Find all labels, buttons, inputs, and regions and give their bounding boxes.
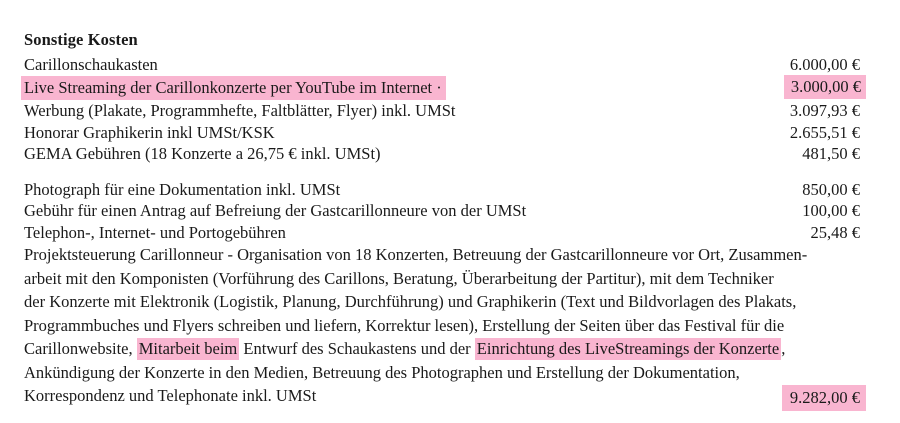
paragraph-line [24, 290, 797, 314]
text-segment: Carillonwebsite, [24, 339, 137, 358]
cost-item-label: Honorar Graphikerin inkl UMSt/KSK [24, 122, 275, 142]
highlighted-text-segment: Mitarbeit beim [138, 339, 238, 358]
cost-item-amount: 3.000,00 € [784, 75, 866, 100]
table-row [22, 122, 878, 144]
project-management-paragraph [22, 243, 808, 408]
cost-item-amount: 2.655,51 € [789, 122, 860, 142]
paragraph-line [24, 267, 784, 291]
cost-item-amount: 850,00 € [802, 179, 860, 199]
cost-item-amount: 25,48 € [810, 222, 860, 242]
cost-item-label: GEMA Gebühren (18 Konzerte a 26,75 € inkl. UMSt) [24, 144, 381, 163]
table-row [22, 100, 878, 122]
paragraph-line [24, 314, 784, 338]
text-segment: Entwurf des Schaukastens und der [239, 339, 475, 358]
text-segment: Korrespondenz und Telephonate inkl. UMSt [24, 386, 317, 405]
paragraph-line [24, 384, 784, 408]
table-row [22, 76, 878, 101]
text-segment: Ankündigung der Konzerte in den Medien, Betreuung des Photographen und Erstellung der Dokumentation, [24, 362, 740, 382]
cost-item-amount: 481,50 € [802, 144, 860, 163]
paragraph-line [24, 361, 784, 385]
cost-item-label: Telephon-, Internet- und Portogebühren [24, 222, 286, 242]
paragraph-line [24, 243, 808, 267]
section-divider [22, 165, 878, 179]
table-row [22, 143, 878, 165]
table-row [22, 54, 878, 76]
cost-item-label: Carillonschaukasten [24, 55, 158, 74]
table-row [22, 200, 878, 222]
cost-list-secondary [22, 179, 878, 244]
highlighted-text-segment: Einrichtung des LiveStreamings der Konzerte [476, 339, 780, 358]
cost-item-label: Live Streaming der Carillonkonzerte per YouTube im Internet · [21, 76, 446, 101]
cost-item-label: Photograph für eine Dokumentation inkl. UMSt [24, 179, 341, 199]
cost-list-primary [22, 54, 878, 165]
cost-item-amount: 6.000,00 € [789, 55, 860, 74]
cost-item-amount: 3.097,93 € [789, 101, 860, 120]
text-segment: Programmbuches und Flyers schreiben und liefern, Korrektur lesen), Erstellung der Seiten über das Festival für die [24, 315, 785, 335]
table-row [22, 222, 878, 244]
cost-item-amount: 100,00 € [802, 201, 860, 220]
text-segment: , [781, 339, 786, 358]
cost-item-label: Gebühr für einen Antrag auf Befreiung der Gastcarillonneure von der UMSt [24, 201, 527, 220]
paragraph-line [24, 337, 784, 361]
text-segment: der Konzerte mit Elektronik (Logistik, Planung, Durchführung) und Graphikerin (Text und Bildvorlagen des Plakats, [24, 292, 797, 311]
table-row [22, 179, 878, 201]
page-title: Sonstige Kosten [24, 30, 138, 49]
text-segment: arbeit mit den Komponisten (Vorführung des Carillons, Beratung, Überarbeitung der Partitur), mit dem Techniker [24, 268, 774, 288]
cost-item-label: Werbung (Plakate, Programmhefte, Faltblätter, Flyer) inkl. UMSt [24, 101, 456, 120]
text-segment: Projektsteuerung Carillonneur - Organisation von 18 Konzerten, Betreuung der Gastcarillonneure vor Ort, Zusammen- [24, 245, 808, 264]
total-amount: 9.282,00 € [782, 385, 866, 411]
